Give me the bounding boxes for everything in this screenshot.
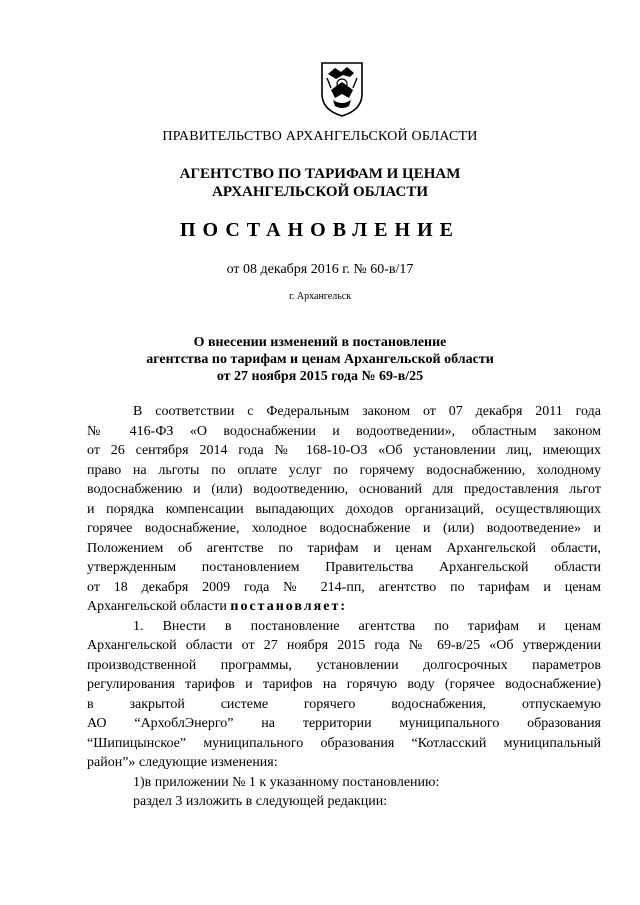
body-line: и порядка компенсации выпадающих доходов организаций, осуществляющих <box>87 501 601 517</box>
subject-line3: от 27 ноября 2015 года № 69-в/25 <box>216 369 424 384</box>
agency-title-line1: АГЕНТСТВО ПО ТАРИФАМ И ЦЕНАМ <box>179 166 461 182</box>
resolution-keyword: постановляет: <box>230 599 347 614</box>
body-line-prefix: Архангельской области <box>87 599 231 614</box>
body-line: в закрытой системе горячего водоснабжения, отпускаемую <box>87 696 601 712</box>
coat-of-arms-emblem <box>319 60 365 118</box>
subject-line2: агентства по тарифам и ценам Архангельской области <box>146 352 494 367</box>
body-line: от 26 сентября 2014 года № 168-10-ОЗ «Об установлении лиц, имеющих <box>87 443 601 458</box>
body-line: Положением об агентстве по тарифам и ценам Архангельской области, <box>87 540 601 556</box>
body-line: № 416-ФЗ «О водоснабжении и водоотведении», областным законом <box>87 423 601 439</box>
paragraph-subitem: 1)в приложении № 1 к указанному постановлению: <box>133 774 440 790</box>
body-line: от 18 декабря 2009 года № 214-пп, агентство по тарифам и ценам <box>87 579 601 595</box>
body-line: АО “АрхоблЭнерго” на территории муниципального образования <box>87 716 601 731</box>
document-city: г. Архангельск <box>288 291 352 302</box>
document-type: ПОСТАНОВЛЕНИЕ <box>180 219 460 241</box>
body-line: право на льготы по оплате услуг по горячему водоснабжению, холодному <box>87 462 601 478</box>
body-line: Архангельской области от 27 ноября 2015 года № 69-в/25 «Об утверждении <box>87 638 601 653</box>
agency-title <box>0 165 640 201</box>
document-subject <box>0 334 640 385</box>
body-line: утвержденным постановлением Правительства Архангельской области <box>87 560 601 575</box>
body-line: район”» следующие изменения: <box>87 755 278 770</box>
body-line: производственной программы, установлении долгосрочных параметров <box>87 657 601 673</box>
paragraph-item-1 <box>87 617 601 773</box>
body-line: горячее водоснабжение, холодное водоснабжение и (или) водоотведение» и <box>87 521 601 536</box>
agency-title-line2: АРХАНГЕЛЬСКОЙ ОБЛАСТИ <box>212 184 428 200</box>
body-line: “Шипицынское” муниципального образования “Котласский муниципальный <box>87 735 601 751</box>
body-line: водоснабжению и (или) водоотведению, оснований для предоставления льгот <box>87 482 601 497</box>
subject-line1: О внесении изменений в постановление <box>193 335 447 350</box>
paragraph-preamble <box>87 402 601 617</box>
document-date-number: от 08 декабря 2016 г. № 60-в/17 <box>226 262 414 277</box>
document-body <box>87 402 601 812</box>
body-line: регулирования тарифов и тарифов на горячую воду (горячее водоснабжение) <box>87 677 601 692</box>
government-title: ПРАВИТЕЛЬСТВО АРХАНГЕЛЬСКОЙ ОБЛАСТИ <box>162 129 478 144</box>
body-line: В соответствии с Федеральным законом от 07 декабря 2011 года <box>133 404 601 419</box>
body-line: 1. Внести в постановление агентства по тарифам и ценам <box>133 618 601 634</box>
body-line-resolution <box>87 597 601 617</box>
paragraph-section: раздел 3 изложить в следующей редакции: <box>133 794 388 809</box>
